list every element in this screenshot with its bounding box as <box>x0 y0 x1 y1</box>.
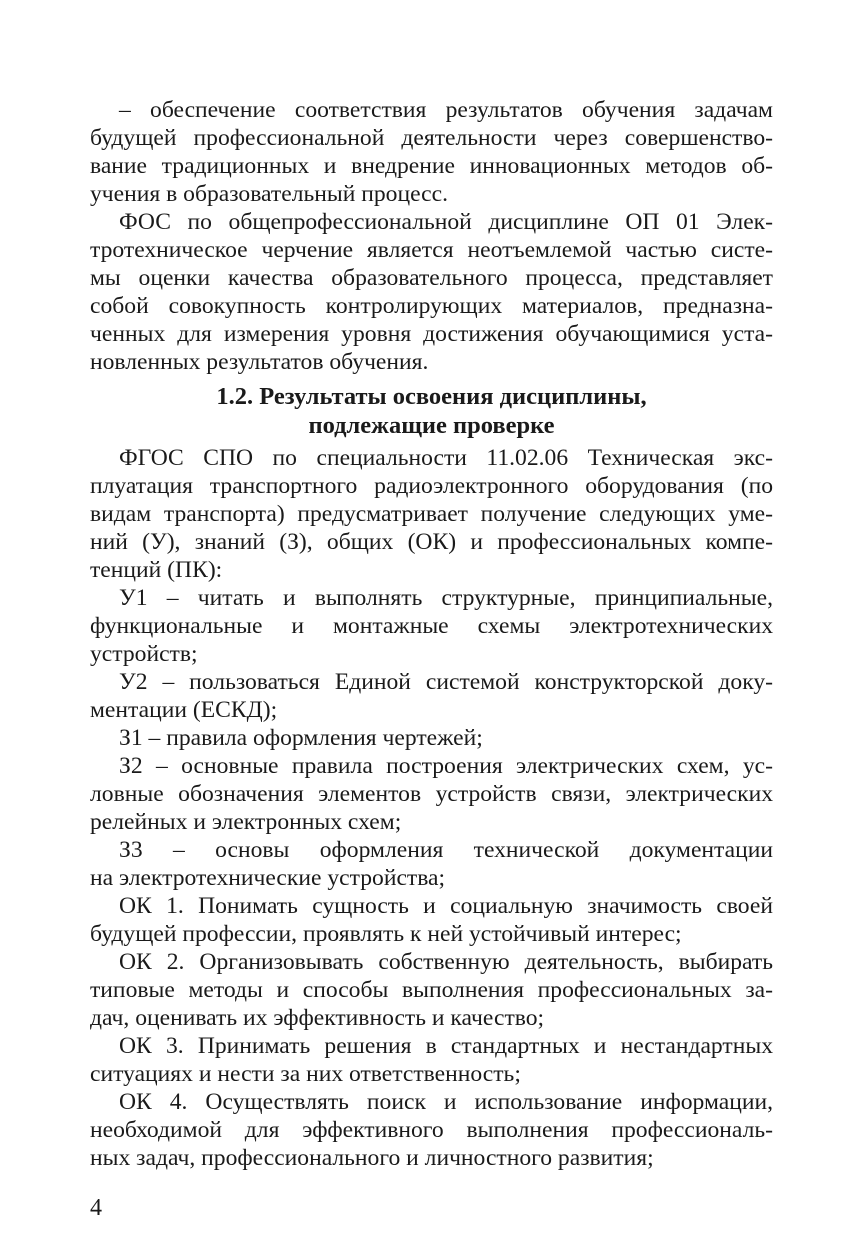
paragraph <box>90 1032 773 1088</box>
text-line: ченных для измерения уровня достижения обучающимися уста- <box>90 321 773 347</box>
text-line: плуатация транспортного радиоэлектронного оборудования (по <box>90 473 773 499</box>
text-line: устройств; <box>90 641 198 667</box>
text-line: З3 – основы оформления технической документации <box>119 837 773 863</box>
text-line: ОК 1. Понимать сущность и социальную значимость своей <box>119 893 773 919</box>
paragraph <box>90 668 773 724</box>
text-line: ОК 3. Принимать решения в стандартных и нестандартных <box>119 1033 773 1059</box>
text-line: типовые методы и способы выполнения профессиональных за- <box>90 977 773 1003</box>
text-line: новленных результатов обучения. <box>90 349 429 375</box>
text-line: ловные обозначения элементов устройств связи, электрических <box>90 781 773 807</box>
paragraph <box>90 584 773 668</box>
text-line: тенций (ПК): <box>90 557 223 583</box>
paragraph <box>90 1088 773 1172</box>
page-number: 4 <box>90 1195 102 1221</box>
text-line: У1 – читать и выполнять структурные, принципиальные, <box>119 585 773 611</box>
paragraph <box>90 208 773 376</box>
text-line: мы оценки качества образовательного процесса, представляет <box>90 265 773 291</box>
text-line: ных задач, профессионального и личностного развития; <box>90 1145 654 1171</box>
text-line: тротехническое черчение является неотъемлемой частью систе- <box>90 237 773 263</box>
page-body <box>90 96 773 1222</box>
paragraph <box>90 752 773 836</box>
text-line: функциональные и монтажные схемы электротехнических <box>90 613 773 639</box>
text-line: ний (У), знаний (З), общих (ОК) и профессиональных компе- <box>90 529 773 555</box>
heading-line: 1.2. Результаты освоения дисциплины, <box>216 383 647 410</box>
paragraph <box>90 836 773 892</box>
text-line: ФОС по общепрофессиональной дисциплине ОП 01 Элек- <box>119 209 773 235</box>
text-line: собой совокупность контролирующих материалов, предназна- <box>90 293 773 319</box>
text-line: У2 – пользоваться Единой системой конструкторской доку- <box>119 669 773 695</box>
text-line: вание традиционных и внедрение инновационных методов об- <box>90 153 773 179</box>
paragraph <box>90 444 773 584</box>
text-line: – обеспечение соответствия результатов обучения задачам <box>119 97 773 123</box>
paragraph <box>90 96 773 208</box>
section-heading <box>90 382 773 440</box>
text-line: на электротехнические устройства; <box>90 865 446 891</box>
text-line: видам транспорта) предусматривает получение следующих уме- <box>90 501 773 527</box>
results-section <box>90 444 773 1172</box>
text-line: релейных и электронных схем; <box>90 809 402 835</box>
text-line: будущей профессиональной деятельности через совершенство- <box>90 125 773 151</box>
heading-line: подлежащие проверке <box>308 412 555 439</box>
paragraph <box>90 892 773 948</box>
text-line: необходимой для эффективного выполнения профессиональ- <box>90 1117 773 1143</box>
text-line: З1 – правила оформления чертежей; <box>119 725 483 751</box>
text-line: ОК 2. Организовывать собственную деятельность, выбирать <box>119 949 773 975</box>
text-line: дач, оценивать их эффективность и качество; <box>90 1005 545 1031</box>
text-line: ситуациях и нести за них ответственность; <box>90 1061 521 1087</box>
text-line: ФГОС СПО по специальности 11.02.06 Техническая экс- <box>119 445 773 471</box>
paragraph <box>90 948 773 1032</box>
text-line: ментации (ЕСКД); <box>90 697 278 723</box>
text-line: ОК 4. Осуществлять поиск и использование информации, <box>119 1089 773 1115</box>
text-line: учения в образовательный процесс. <box>90 181 448 207</box>
intro-section <box>90 96 773 376</box>
text-line: З2 – основные правила построения электрических схем, ус- <box>119 753 773 779</box>
paragraph <box>90 724 773 752</box>
text-line: будущей профессии, проявлять к ней устойчивый интерес; <box>90 921 682 947</box>
